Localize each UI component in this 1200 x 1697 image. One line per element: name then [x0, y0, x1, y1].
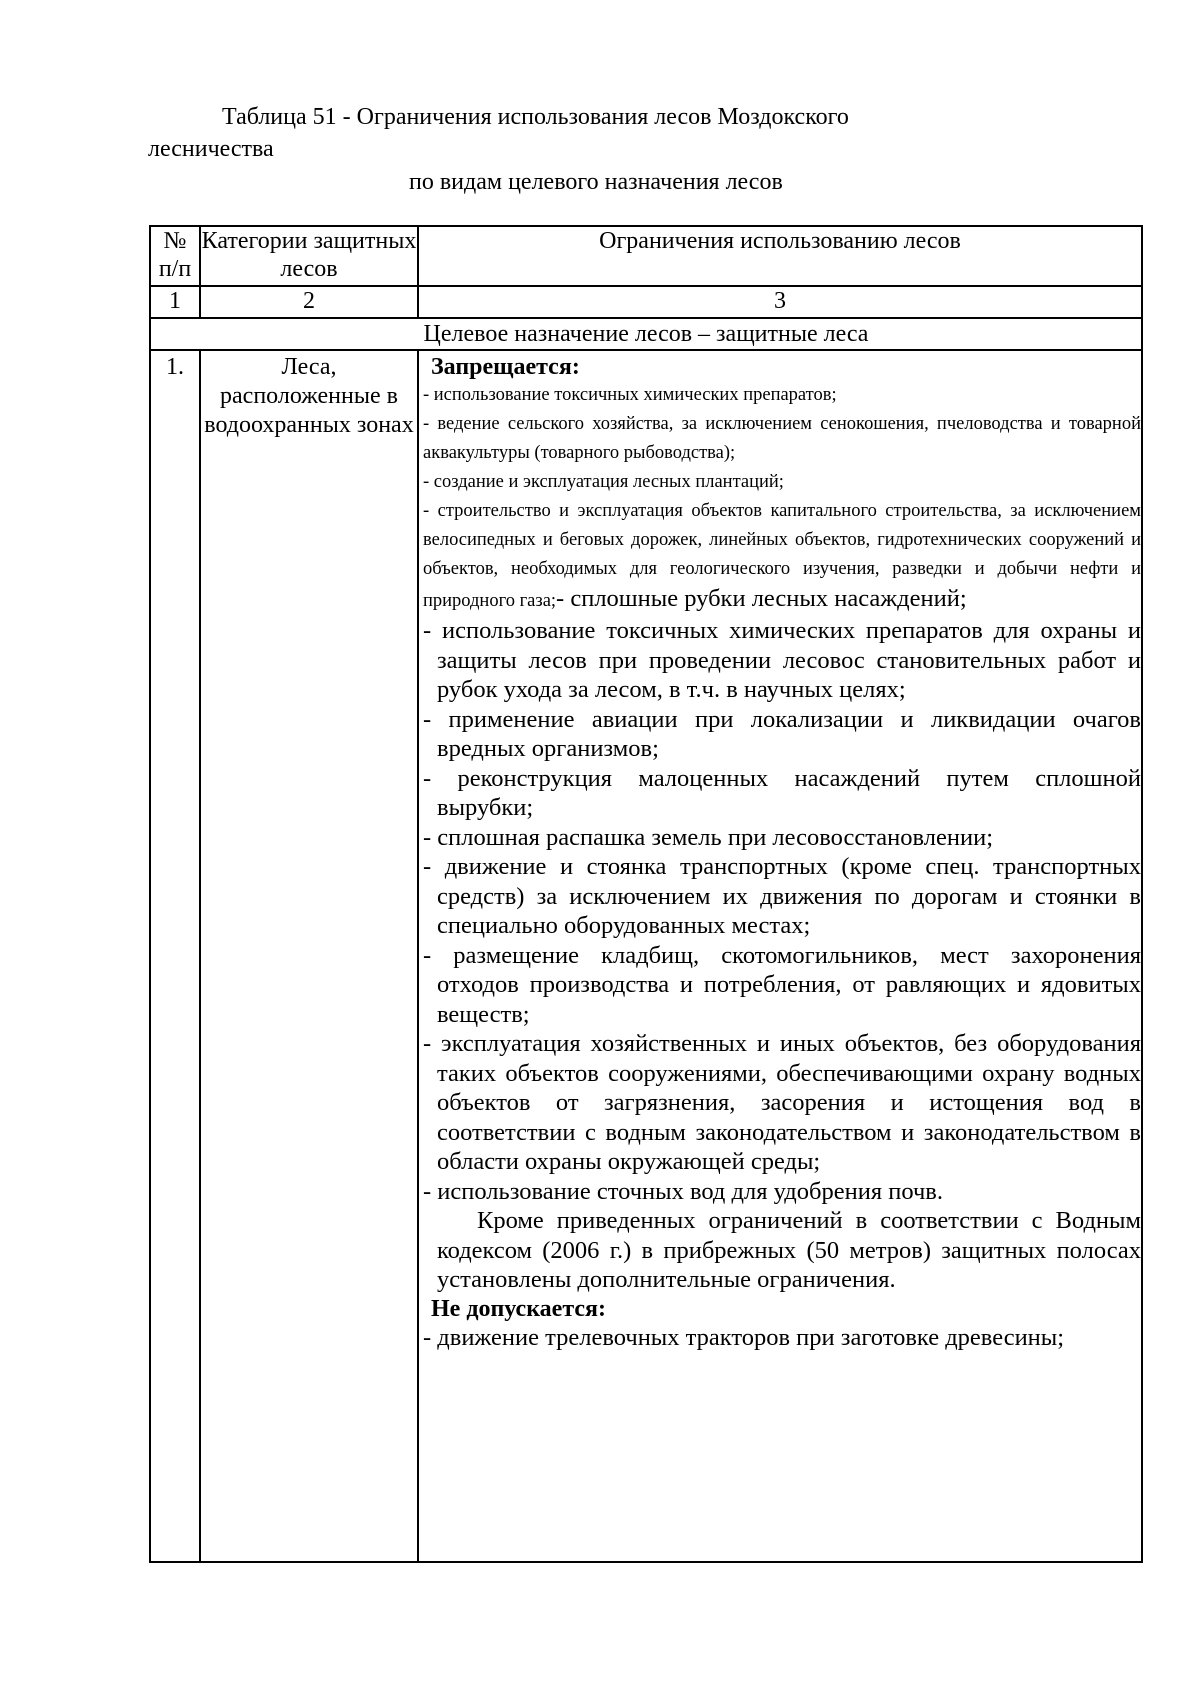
restrictions-table	[149, 225, 1143, 1563]
restriction-item: - использование сточных вод для удобрения почв.	[423, 1177, 943, 1205]
restriction-item-construction: - строительство и эксплуатация объектов капитального строительства, за исключением велосипедных и беговых дорожек, линейных объектов, гидротехнических сооружений и объектов, необходимых для геологического изучения, разведки и добычи нефти и природного газа;	[423, 501, 1141, 611]
restriction-item: - эксплуатация хозяйственных и иных объектов, без оборудования таких объектов сооружениями, обеспечивающими охрану водных объектов от загрязнения, засорения и истощения вод в соответствии с водным законодательством и законодательством в области охраны окружающей среды;	[423, 1030, 1141, 1175]
section-row	[150, 318, 1142, 350]
header-number: № п/п	[150, 226, 200, 286]
restriction-item: - размещение кладбищ, скотомогильников, мест захоронения отходов производства и потребления, от равляющих и ядовитых веществ;	[423, 941, 1141, 1028]
not-allowed-item: - движение трелевочных тракторов при заготовке древесины;	[423, 1323, 1065, 1351]
row-number: 1.	[150, 350, 200, 1562]
not-allowed-heading: Не допускается:	[431, 1295, 607, 1322]
table-title-line2: лесничества	[148, 136, 274, 162]
restriction-item: - создание и эксплуатация лесных плантаций;	[423, 472, 784, 492]
column-number-row	[150, 286, 1142, 318]
prohibited-heading: Запрещается:	[431, 354, 580, 380]
restriction-item: - движение и стоянка транспортных (кроме спец. транспортных средств) за исключением их движения по дорогам и стоянки в специально оборудованных местах;	[423, 853, 1141, 939]
restriction-item: - использование токсичных химических препаратов;	[423, 385, 837, 405]
restriction-item: - сплошная распашка земель при лесовосстановлении;	[423, 823, 993, 851]
restriction-item-mixed	[423, 497, 1141, 616]
additional-restrictions-note: Кроме приведенных ограничений в соответствии с Водным кодексом (2006 г.) в прибрежных (50 метров) защитных полосах установлены дополнительные ограничения.	[437, 1207, 1141, 1293]
table-row	[150, 350, 1142, 1562]
restriction-item: - применение авиации при локализации и ликвидации очагов вредных организмов;	[423, 705, 1141, 762]
table-subtitle: по видам целевого назначения лесов	[409, 169, 783, 195]
row-category: Леса, расположенные в водоохранных зонах	[200, 350, 418, 1562]
row-restrictions	[418, 350, 1142, 1562]
header-row	[150, 226, 1142, 286]
column-number-3: 3	[418, 286, 1142, 318]
restriction-item: - использование токсичных химических препаратов для охраны и защиты лесов при проведении лесовос становительных работ и рубок ухода за лесом, в т.ч. в научных целях;	[423, 617, 1141, 703]
restriction-item: - ведение сельского хозяйства, за исключением сенокошения, пчеловодства и товарной аквакультуры (товарного рыбоводства);	[423, 414, 1141, 463]
header-category: Категории защитных лесов	[200, 226, 418, 286]
column-number-1: 1	[150, 286, 200, 318]
header-restrictions: Ограничения использованию лесов	[418, 226, 1142, 286]
section-heading: Целевое назначение лесов – защитные леса	[150, 318, 1142, 350]
table-title-line1: Таблица 51 - Ограничения использования лесов Моздокского	[222, 104, 849, 130]
restriction-item-clearcut: - сплошные рубки лесных насаждений;	[556, 585, 967, 612]
column-number-2: 2	[200, 286, 418, 318]
restriction-item: - реконструкция малоценных насаждений путем сплошной вырубки;	[423, 764, 1141, 821]
